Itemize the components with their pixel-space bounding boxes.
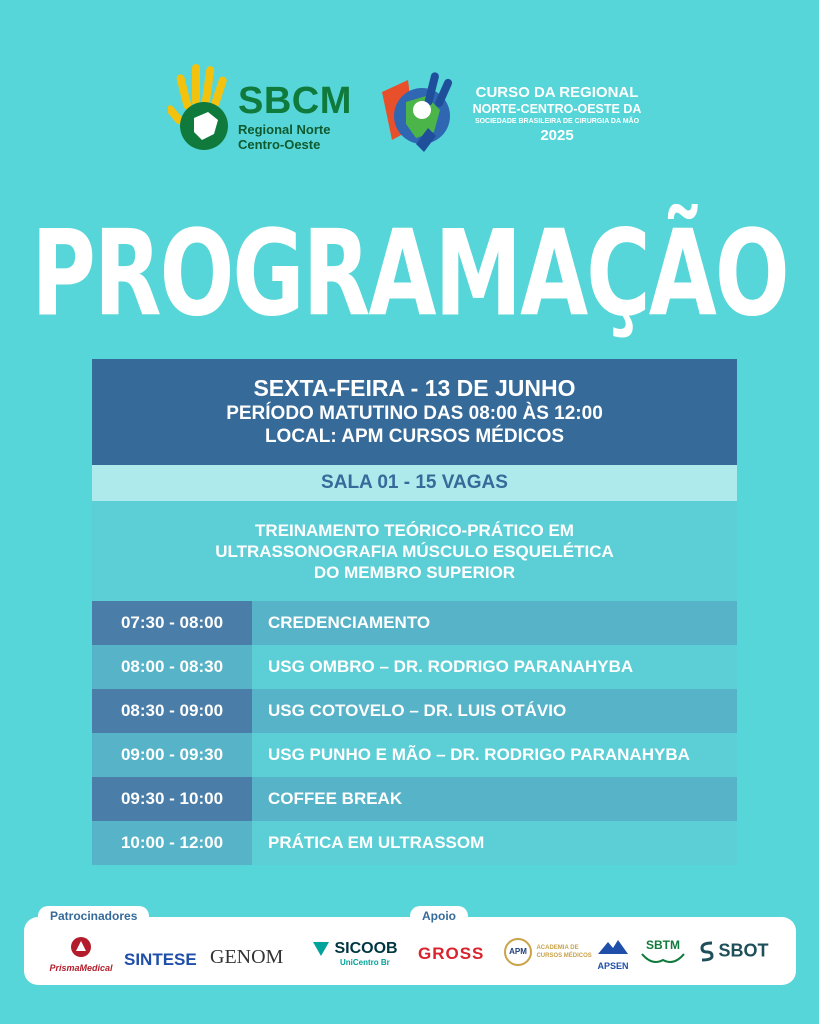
schedule-row [92, 821, 737, 865]
sintese-logo: SINTESE [124, 950, 197, 969]
schedule-row [92, 689, 737, 733]
row-activity: CREDENCIAMENTO [252, 601, 737, 645]
row-activity: USG COTOVELO – DR. LUIS OTÁVIO [252, 689, 737, 733]
page-title: PROGRAMAÇÃO [31, 204, 788, 344]
genom-logo: GENOM [210, 946, 284, 968]
course-line1: CURSO DA REGIONAL [475, 84, 639, 101]
apm-badge: APM [504, 938, 532, 966]
sbtm-name: SBTM [646, 938, 680, 952]
hand-icon [168, 62, 238, 152]
apsen-logo [596, 938, 630, 971]
sbcm-regional: Regional Norte [238, 122, 331, 137]
row-time: 07:30 - 08:00 [92, 601, 252, 645]
training-line3: DO MEMBRO SUPERIOR [313, 563, 516, 582]
course-year: 2025 [540, 127, 574, 144]
row-time: 09:30 - 10:00 [92, 777, 252, 821]
sbcm-region: Centro-Oeste [238, 137, 321, 152]
training-line2: ULTRASSONOGRAFIA MÚSCULO ESQUELÉTICA [215, 542, 614, 561]
schedule-panel [92, 359, 737, 865]
row-time: 09:00 - 09:30 [92, 733, 252, 777]
schedule-period: PERÍODO MATUTINO DAS 08:00 ÀS 12:00 [226, 403, 603, 424]
schedule-row [92, 733, 737, 777]
row-time: 08:30 - 09:00 [92, 689, 252, 733]
schedule-row [92, 777, 737, 821]
room-band: SALA 01 - 15 VAGAS [92, 465, 737, 501]
training-line1: TREINAMENTO TEÓRICO-PRÁTICO EM [255, 521, 574, 540]
prisma-name: PrismaMedical [49, 963, 113, 973]
course-line2: NORTE-CENTRO-OESTE DA [472, 102, 642, 116]
row-time: 08:00 - 08:30 [92, 645, 252, 689]
sbcm-name: SBCM [238, 80, 352, 122]
sicoob-icon [312, 940, 330, 958]
map-hand-icon [378, 66, 458, 154]
prisma-logo [46, 936, 116, 973]
sbtm-hands-icon [640, 952, 686, 966]
sbot-name: SBOT [718, 940, 769, 961]
apsen-icon [596, 938, 630, 956]
row-activity: USG PUNHO E MÃO – DR. RODRIGO PARANAHYBA [252, 733, 737, 777]
sponsors-label: Patrocinadores [38, 906, 149, 928]
sbcm-logo [168, 62, 238, 152]
schedule-row [92, 645, 737, 689]
apsen-name: APSEN [597, 961, 629, 971]
sbot-icon [700, 940, 714, 962]
academia-name: ACADEMIA DE CURSOS MÉDICOS [536, 945, 592, 959]
sicoob-logo [312, 940, 398, 967]
row-activity: COFFEE BREAK [252, 777, 737, 821]
course-line3: SOCIEDADE BRASILEIRA DE CIRURGIA DA MÃO [474, 118, 640, 125]
apm-logo [504, 938, 596, 966]
training-title [92, 501, 737, 601]
sbtm-logo [640, 938, 686, 971]
schedule-location: LOCAL: APM CURSOS MÉDICOS [264, 426, 565, 447]
row-time: 10:00 - 12:00 [92, 821, 252, 865]
course-title [462, 84, 652, 145]
row-activity: PRÁTICA EM ULTRASSOM [252, 821, 737, 865]
schedule-row [92, 601, 737, 645]
gross-logo: GROSS [418, 944, 485, 963]
schedule-day: SEXTA-FEIRA - 13 DE JUNHO [253, 375, 576, 401]
schedule-header [92, 359, 737, 465]
unicentro-name: UniCentro Br [340, 958, 390, 968]
sicoob-name: SICOOB [334, 940, 398, 958]
prisma-icon [70, 936, 92, 958]
sbot-logo [700, 940, 768, 962]
support-label: Apoio [410, 906, 468, 928]
course-logo [378, 66, 458, 154]
row-activity: USG OMBRO – DR. RODRIGO PARANAHYBA [252, 645, 737, 689]
